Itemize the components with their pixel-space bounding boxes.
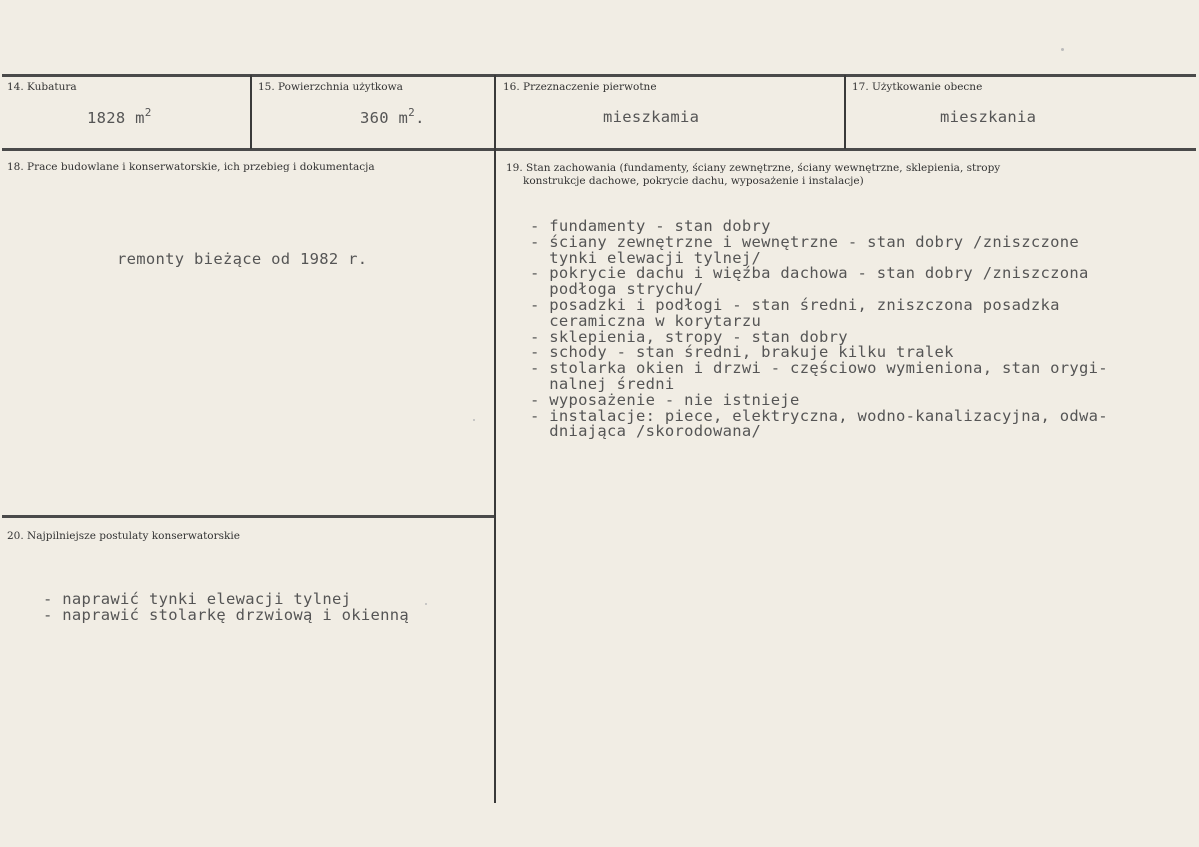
list-item: - fundamenty - stan dobry bbox=[530, 217, 771, 235]
row1-bottom-rule bbox=[2, 148, 1196, 151]
list-item: nalnej średni bbox=[530, 374, 675, 393]
divider-main bbox=[494, 75, 496, 803]
field-17-value: mieszkania bbox=[940, 108, 1037, 126]
list-item: podłoga strychu/ bbox=[530, 280, 704, 299]
paper-speck bbox=[473, 419, 475, 421]
field-16-label: 16. Przeznaczenie pierwotne bbox=[503, 81, 657, 93]
list-item: dniająca /skorodowana/ bbox=[530, 422, 762, 441]
list-item: - naprawić tynki elewacji tylnej bbox=[43, 590, 352, 608]
field-15-value: 360 $m^2$. bbox=[360, 106, 425, 127]
field-19-label-line2: konstrukcje dachowe, pokrycie dachu, wyposażenie i instalacje) bbox=[523, 175, 864, 187]
list-item: - naprawić stolarkę drzwiową i okienną bbox=[43, 605, 410, 624]
list-item: - pokrycie dachu i więźba dachowa - stan dobry /zniszczona bbox=[530, 264, 1089, 283]
field-20-label: 20. Najpilniejsze postulaty konserwatorskie bbox=[7, 530, 240, 542]
top-rule bbox=[2, 74, 1196, 77]
field-19-label-line1: 19. Stan zachowania (fundamenty, ściany zewnętrzne, ściany wewnętrzne, sklepienia, stropy bbox=[506, 162, 1001, 174]
field-14-label: 14. Kubatura bbox=[7, 81, 77, 93]
field-18-value: remonty bieżące od 1982 r. bbox=[117, 250, 368, 268]
field-20-postulates-list bbox=[43, 592, 409, 624]
paper-speck bbox=[1061, 48, 1064, 51]
divider-16-17 bbox=[844, 75, 846, 149]
field-19-condition-list bbox=[530, 219, 1108, 440]
list-item: - wyposażenie - nie istnieje bbox=[530, 390, 800, 409]
field-14-value: 1828 $m^2$ bbox=[87, 106, 152, 127]
list-item: - sklepienia, stropy - stan dobry bbox=[530, 327, 848, 346]
list-item: - instalacje: piece, elektryczna, wodno-kanalizacyjna, odwa- bbox=[530, 406, 1108, 425]
field-15-label: 15. Powierzchnia użytkowa bbox=[258, 81, 403, 93]
divider-14-15 bbox=[250, 75, 252, 149]
field-17-label: 17. Użytkowanie obecne bbox=[852, 81, 983, 93]
list-item: - ściany zewnętrzne i wewnętrzne - stan dobry /zniszczone bbox=[530, 232, 1080, 251]
section20-top-rule bbox=[2, 515, 494, 518]
list-item: - stolarka okien i drzwi - częściowo wymieniona, stan orygi- bbox=[530, 359, 1108, 378]
list-item: - posadzki i podłogi - stan średni, zniszczona posadzka bbox=[530, 295, 1060, 314]
paper-speck bbox=[425, 603, 427, 605]
list-item: - schody - stan średni, brakuje kilku tralek bbox=[530, 343, 954, 362]
list-item: ceramiczna w korytarzu bbox=[530, 311, 762, 330]
list-item: tynki elewacji tylnej/ bbox=[530, 248, 762, 267]
field-16-value: mieszkamia bbox=[603, 108, 700, 126]
field-18-label: 18. Prace budowlane i konserwatorskie, ich przebieg i dokumentacja bbox=[7, 161, 375, 173]
